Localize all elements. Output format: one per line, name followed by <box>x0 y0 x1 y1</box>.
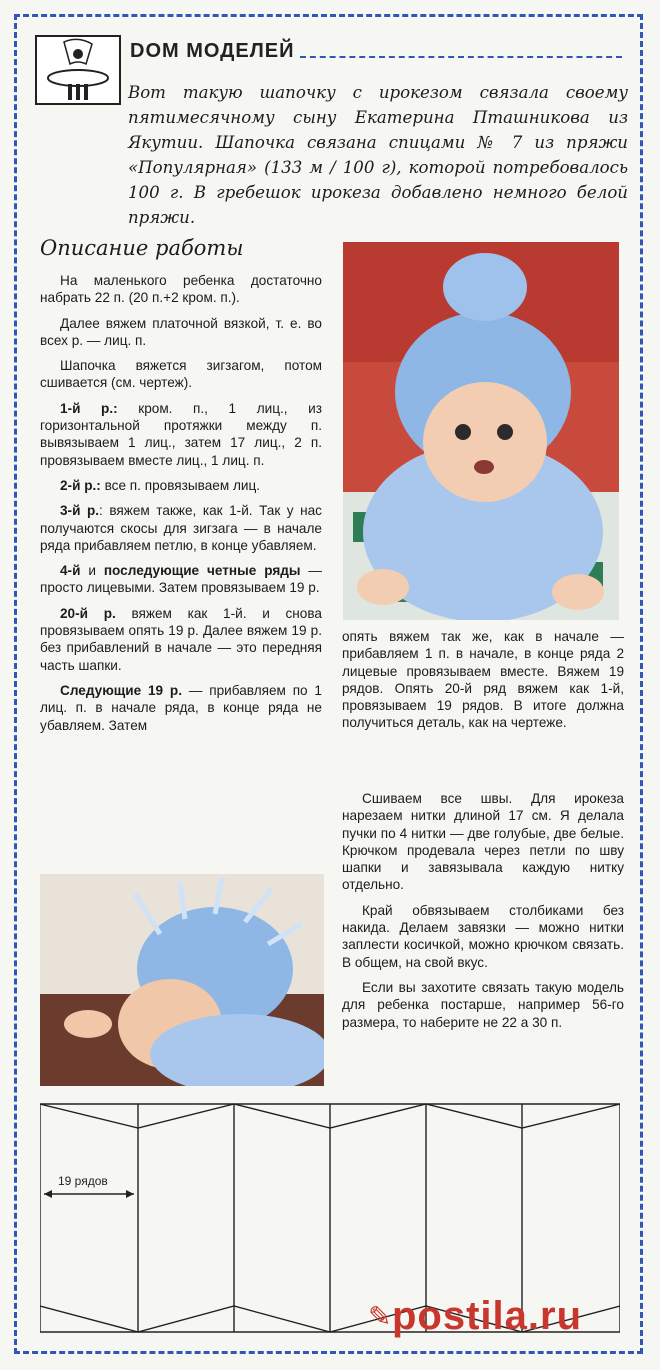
text-column-right-continuation <box>342 628 624 740</box>
rubric-title: DOM МОДЕЛЕЙ <box>130 40 295 62</box>
paragraph: Шапочка вяжется зигзагом, потом сшивается (см. чертеж). <box>40 358 322 391</box>
diagram-rows-label: 19 рядов <box>58 1174 108 1188</box>
paragraph: Если вы захотите связать такую модель для ребенка постарше, например 56-го размера, то наберите не 22 а 30 п. <box>342 979 624 1030</box>
row-label: 1-й р.: <box>60 400 118 416</box>
row-label: Следующие 19 р. <box>60 682 183 698</box>
paragraph: 3-й р.: вяжем также, как 1-й. Так у нас получаются скосы для зигзага — в начале ряда прибавляем петлю, в конце убавляем. <box>40 503 322 553</box>
rubric-divider <box>300 56 622 58</box>
paragraph: 4-й и последующие четные ряды — просто лицевыми. Затем провязываем 19 р. <box>40 563 323 596</box>
baby-photo-front <box>343 242 619 620</box>
text-column-right <box>342 790 624 1039</box>
paragraph: 1-й р.: кром. п., 1 лиц., из горизонтальной протяжки между п. вывязываем 1 лиц., затем 17 лиц., 2 п. провязываем вместе лиц., 1 лиц. п. <box>40 400 322 468</box>
paragraph: 20-й р. вяжем как 1-й. и снова провязываем опять 19 р. Далее вяжем 19 р. без прибавлений в начале — это передняя часть шапки. <box>40 605 322 673</box>
rubric-logo-icon <box>34 34 122 106</box>
baby-photo-profile <box>40 874 324 1086</box>
paragraph: опять вяжем так же, как в начале — прибавляем 1 п. в начале, в конце ряда 2 лицевые провязываем вместе. Вяжем 19 рядов. Опять 20-й ряд вяжем как 1-й, провязываем 19 рядов. В итоге должна получиться деталь, как на чертеже. <box>342 629 624 731</box>
watermark-pin-icon: ✎ <box>368 1301 392 1332</box>
paragraph: 2-й р.: все п. провязываем лиц. <box>60 477 261 493</box>
article-title: Описание работы <box>40 236 244 260</box>
watermark: postila.ru <box>392 1294 583 1338</box>
paragraph: Следующие 19 р. — прибавляем по 1 лиц. п. в начале ряда, в конце ряда не убавляем. Затем <box>40 682 322 733</box>
row-label: 4-й <box>60 563 81 579</box>
paragraph: Сшиваем все швы. Для ирокеза нарезаем нитки длиной 17 см. Я делала пучки по 4 нитки — две голубые, две белые. Крючком продевала через петли по шву шапки и завязывала каждую нитку отдельно. <box>342 791 624 893</box>
text-column-left <box>40 272 322 742</box>
row-label: 3-й р. <box>60 503 100 519</box>
row-label: 20-й р. <box>60 605 116 621</box>
paragraph: Край обвязываем столбиками без накида. Делаем завязки — можно нитки заплести косичкой, можно крючком связать. В общем, на свой вкус. <box>342 902 624 970</box>
row-label: последующие четные ряды <box>103 563 301 579</box>
intro-text: Вот такую шапочку с ирокезом связала своему пятимесячному сыну Екатерина Пташникова из Якутии. Шапочка связана спицами № 7 из пряжи «Популярная» (133 м / 100 г), которой потребовалось 100 г. В гребешок ирокеза добавлено немного белой пряжи. <box>128 83 628 227</box>
row-label: 2-й р.: <box>60 477 101 493</box>
paragraph: На маленького ребенка достаточно набрать 22 п. (20 п.+2 кром. п.). <box>40 273 322 306</box>
paragraph: Далее вяжем платочной вязкой, т. е. во всех р. — лиц. п. <box>40 315 322 348</box>
